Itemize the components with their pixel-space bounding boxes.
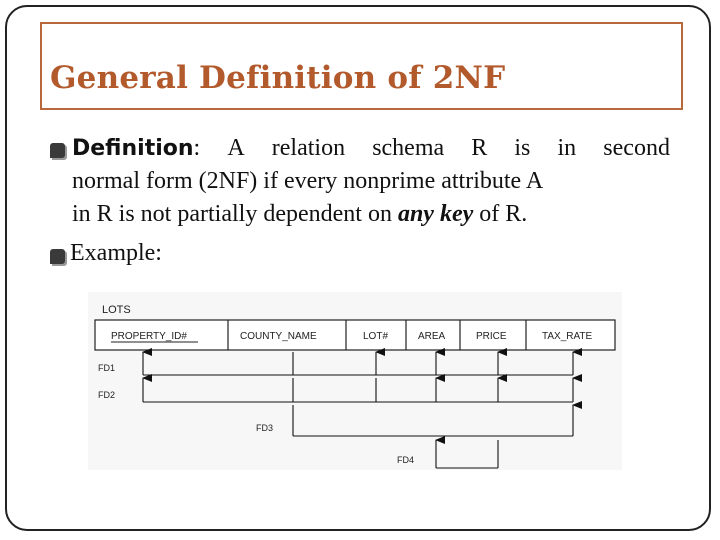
definition-colon: : xyxy=(193,135,201,161)
definition-word: schema xyxy=(372,135,445,161)
relation-name: LOTS xyxy=(102,304,131,316)
example-label: Example: xyxy=(70,240,162,266)
definition-emphasis: any key xyxy=(397,201,474,227)
definition-word: R xyxy=(471,135,488,161)
definition-word: is xyxy=(514,135,531,161)
fd2-label: FD2 xyxy=(98,390,116,400)
definition-line-3-pre: in R is not partially dependent on xyxy=(72,201,398,227)
fd3-label: FD3 xyxy=(256,423,274,433)
attribute-area: AREA xyxy=(418,331,446,342)
attribute-property-id: PROPERTY_ID# xyxy=(111,331,187,342)
fd1-label: FD1 xyxy=(98,363,116,373)
definition-word: relation xyxy=(271,135,346,161)
definition-line-2: normal form (2NF) if every nonprime attribute A xyxy=(72,168,544,194)
fd4-label: FD4 xyxy=(397,455,415,465)
definition-word: A xyxy=(227,135,245,161)
attribute-tax-rate: TAX_RATE xyxy=(542,331,593,342)
attribute-lot-number: LOT# xyxy=(363,331,389,342)
slide-title: General Definition of 2NF xyxy=(50,60,506,96)
definition-term: Definition xyxy=(72,136,194,161)
definition-word: second xyxy=(603,135,670,161)
definition-line-3-post: of R. xyxy=(473,201,528,227)
attribute-price: PRICE xyxy=(476,331,507,342)
definition-word: in xyxy=(557,135,577,161)
diagram-background xyxy=(88,292,622,470)
attribute-county-name: COUNTY_NAME xyxy=(240,331,317,342)
